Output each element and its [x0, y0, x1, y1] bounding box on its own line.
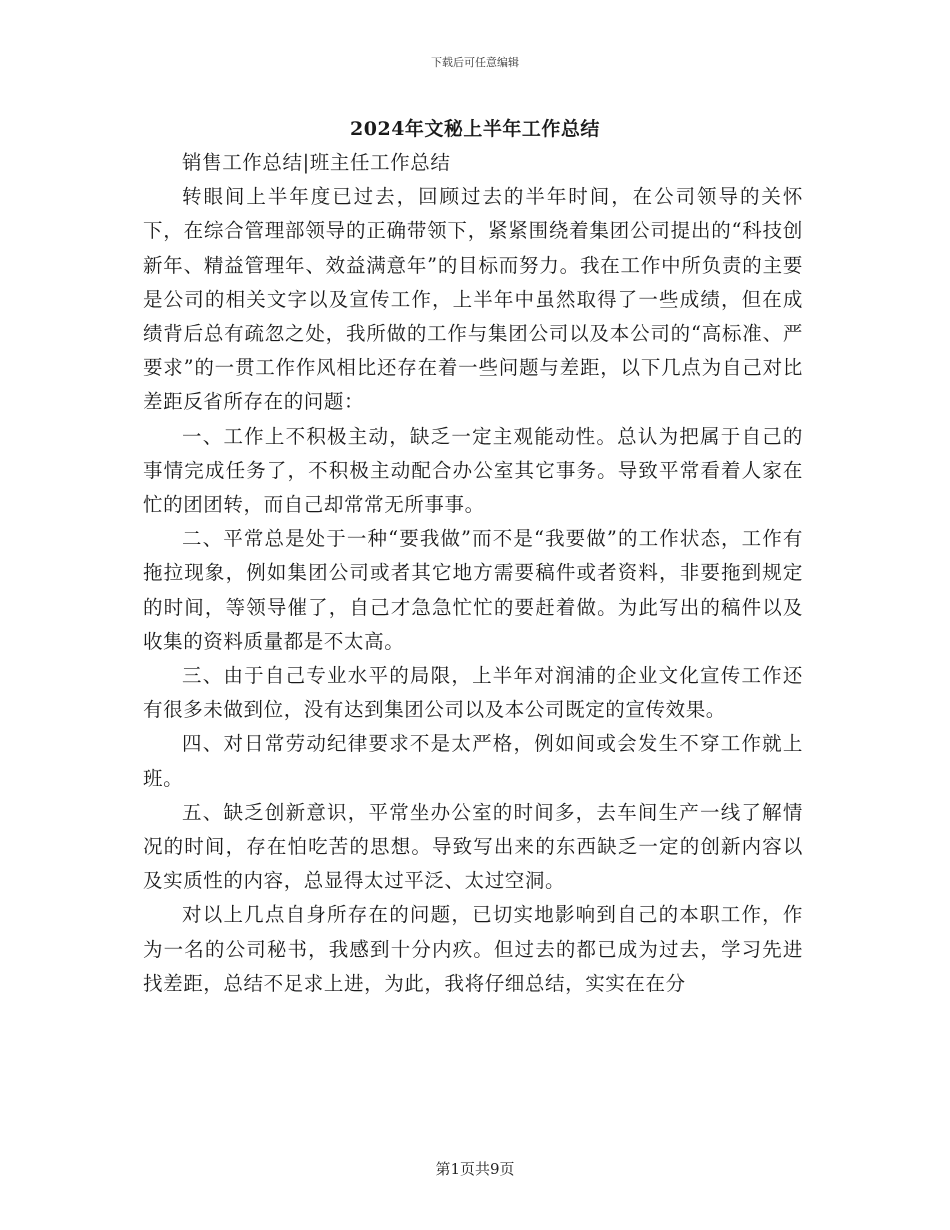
- paragraph: 三、由于自己专业水平的局限，上半年对润浦的企业文化宣传工作还有很多未做到位，没有达到集团公司以及本公司既定的宣传效果。: [143, 664, 803, 722]
- paragraph: 一、工作上不积极主动，缺乏一定主观能动性。总认为把属于自己的事情完成任务了，不积极主动配合办公室其它事务。导致平常看着人家在忙的团团转，而自己却常常无所事事。: [143, 424, 803, 517]
- paragraph: 二、平常总是处于一种“要我做”而不是“我要做”的工作状态，工作有拖拉现象，例如集团公司或者其它地方需要稿件或者资料，非要拖到规定的时间，等领导催了，自己才急急忙忙的要赶着做。为此写出的稿件以及收集的资料质量都是不太高。: [143, 527, 803, 653]
- paragraph: 对以上几点自身所存在的问题，已切实地影响到自己的本职工作，作为一名的公司秘书，我感到十分内疚。但过去的都已成为过去，学习先进找差距，总结不足求上进，为此，我将仔细总结，实实在在分: [143, 903, 803, 995]
- paragraph: 转眼间上半年度已过去，回顾过去的半年时间，在公司领导的关怀下，在综合管理部领导的正确带领下，紧紧围绕着集团公司提出的“科技创新年、精益管理年、效益满意年”的目标而努力。我在工作中所负责的主要是公司的相关文字以及宣传工作，上半年中虽然取得了一些成绩，但在成绩背后总有疏忽之处，我所做的工作与集团公司以及本公司的“高标准、严要求”的一贯工作作风相比还存在着一些问题与差距，以下几点为自己对比差距反省所存在的问题：: [143, 185, 803, 414]
- document-title: 2024年文秘上半年工作总结: [350, 118, 600, 140]
- page-number-footer: 第1页共9页: [435, 1160, 515, 1178]
- paragraph: 四、对日常劳动纪律要求不是太严格，例如间或会发生不穿工作就上班。: [143, 732, 803, 790]
- paragraph: 销售工作总结|班主任工作总结: [182, 151, 451, 174]
- document-body: [143, 146, 803, 1001]
- header-note: 下载后可任意编辑: [431, 56, 519, 69]
- paragraph: 五、缺乏创新意识，平常坐办公室的时间多，去车间生产一线了解情况的时间，存在怕吃苦的思想。导致写出来的东西缺乏一定的创新内容以及实质性的内容，总显得太过平泛、太过空洞。: [143, 800, 803, 893]
